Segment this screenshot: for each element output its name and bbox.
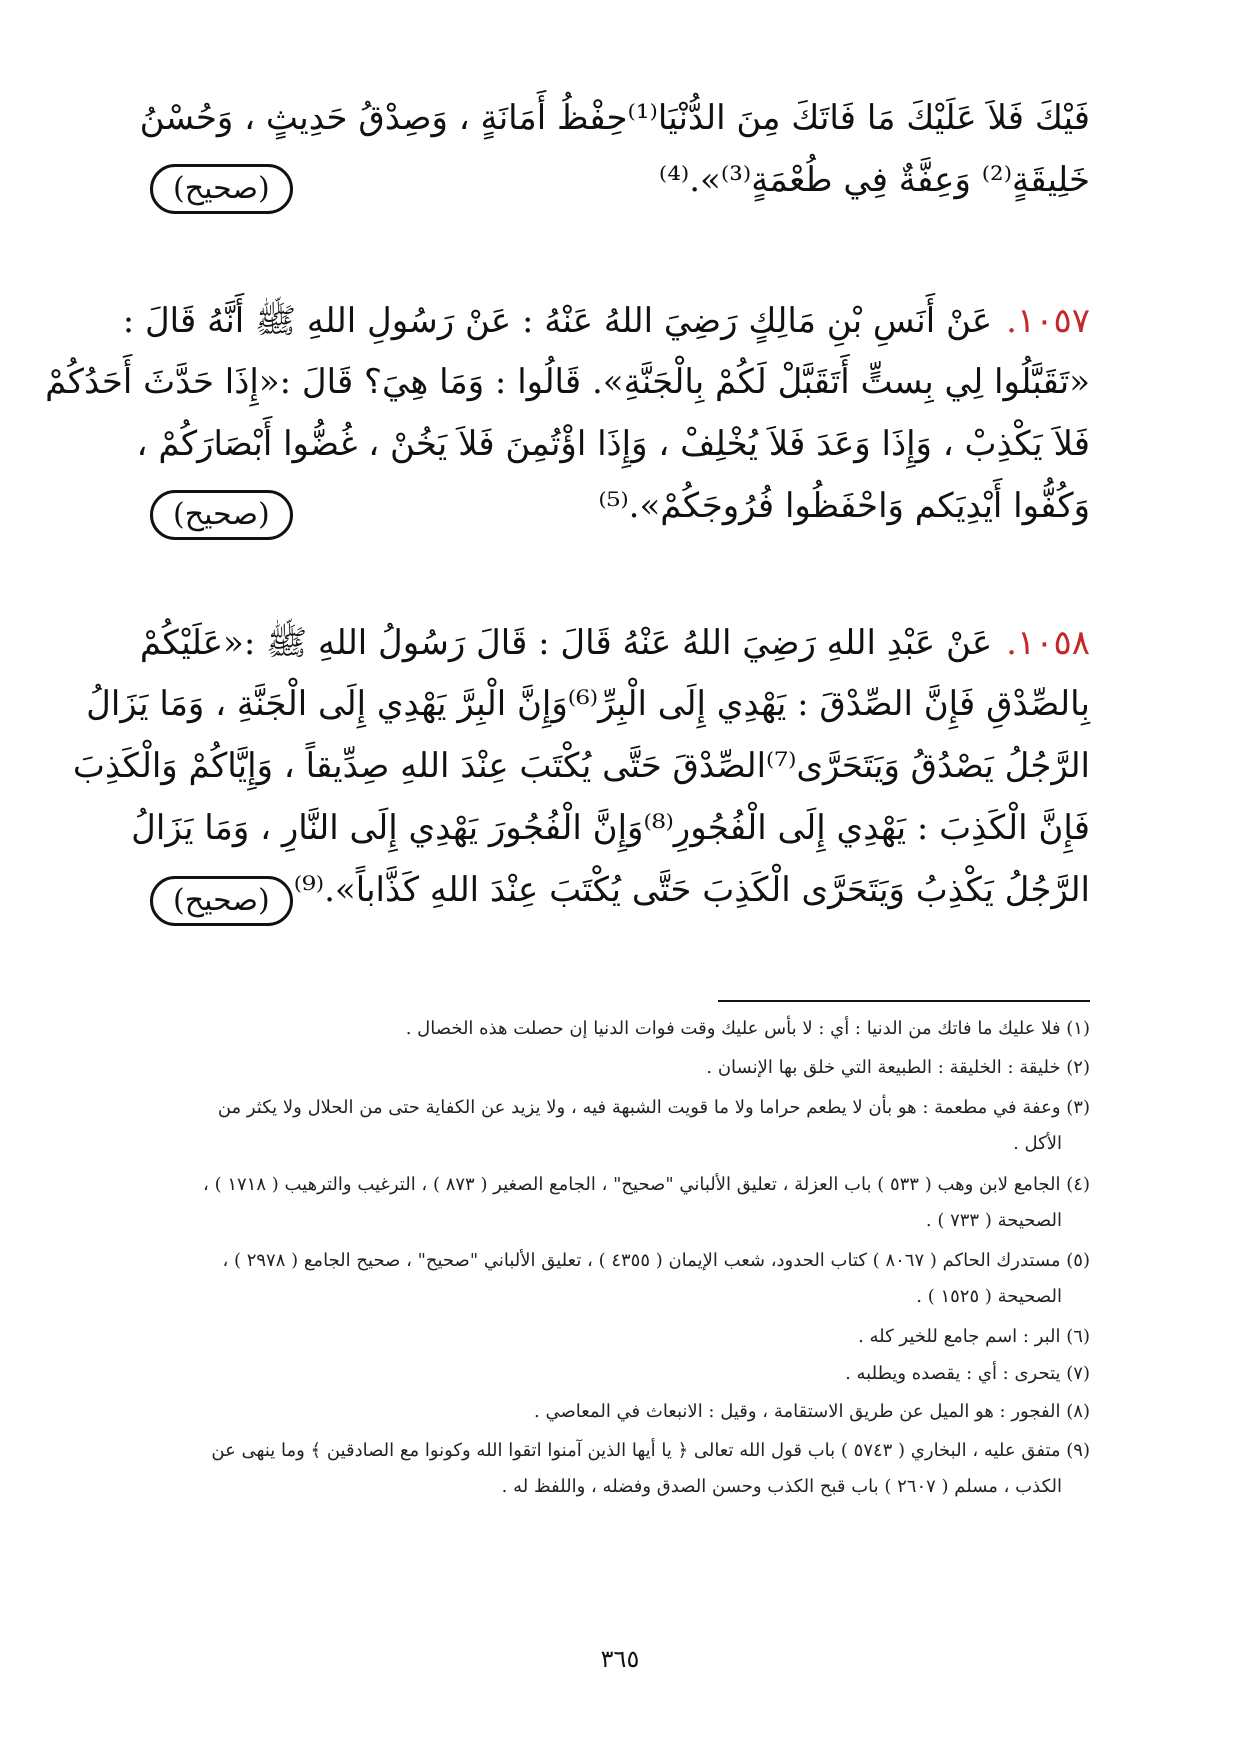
hadith-1058-line-1: [139, 622, 1090, 676]
footnote-3-line-2: الأكل .: [1013, 1133, 1062, 1154]
hadith-1057-text-1: عَنْ أَنَسِ بْنِ مَالِكٍ رَضِيَ اللهُ عَنْهُ : عَنْ رَسُولِ اللهِ ﷺ أَنَّهُ قَالَ :: [122, 301, 993, 341]
footnote-4-line-1: (٤) الجامع لابن وهب ( ٥٣٣ ) باب العزلة ، تعليق الألباني "صحيح" ، الجامع الصغير ( ٨٧٣ ) ، الترغيب والترهيب ( ١٧١٨ ) ،: [203, 1174, 1090, 1195]
hadith-1058-text-1: عَنْ عَبْدِ اللهِ رَضِيَ اللهُ عَنْهُ قَالَ : قَالَ رَسُولُ اللهِ ﷺ :«عَلَيْكُمْ: [139, 623, 993, 663]
footnote-7: (٧) يتحرى : أي : يقصده ويطلبه .: [845, 1363, 1090, 1384]
footnote-9-line-2: الكذب ، مسلم ( ٢٦٠٧ ) باب قبح الكذب وحسن الصدق وفضله ، واللفظ له .: [501, 1476, 1062, 1497]
footnote-5-line-1: (٥) مستدرك الحاكم ( ٨٠٦٧ ) كتاب الحدود، شعب الإيمان ( ٤٣٥٥ ) ، تعليق الألباني "صحيح" ، صحيح الجامع ( ٢٩٧٨ ) ،: [222, 1250, 1090, 1271]
hadith-1057-line-1: [122, 300, 1090, 354]
grade-badge-prev: (صحيح): [150, 164, 293, 214]
footnote-9-line-1: (٩) متفق عليه ، البخاري ( ٥٧٤٣ ) باب قول الله تعالى ﴿ يا أيها الذين آمنوا اتقوا الله وكونوا مع الصادقين ﴾ وما ينهى عن: [211, 1440, 1090, 1461]
footnote-6: (٦) البر : اسم جامع للخير كله .: [858, 1326, 1090, 1347]
grade-badge-1057: (صحيح): [150, 490, 293, 540]
hadith-number-1057: ١٠٥٧.: [1006, 301, 1090, 341]
page-number: ٣٦٥: [600, 1645, 640, 1673]
hadith-1057-line-4: وَكُفُّوا أَيْدِيَكم وَاحْفَظُوا فُرُوجَكُمْ».⁽⁵⁾: [598, 486, 1090, 526]
footnote-4-line-2: الصحيحة ( ٧٣٣ ) .: [925, 1210, 1062, 1231]
hadith-prev-line-2: خَلِيقَةٍ⁽²⁾ وَعِفَّةٌ فِي طُعْمَةٍ⁽³⁾».⁽⁴⁾: [658, 160, 1090, 200]
hadith-prev-line-1: فَيْكَ فَلاَ عَلَيْكَ مَا فَاتَكَ مِنَ الدُّنْيَا⁽¹⁾حِفْظُ أَمَانَةٍ ، وَصِدْقُ حَدِيثٍ ، وَحُسْنُ: [139, 98, 1090, 138]
hadith-1058-line-2: بِالصِّدْقِ فَإِنَّ الصِّدْقَ : يَهْدِي إِلَى الْبِرِّ⁽⁶⁾وَإِنَّ الْبِرَّ يَهْدِي إِلَى الْجَنَّةِ ، وَمَا يَزَالُ: [86, 684, 1090, 724]
hadith-1058-line-4: فَإِنَّ الْكَذِبَ : يَهْدِي إِلَى الْفُجُورِ⁽⁸⁾وَإِنَّ الْفُجُورَ يَهْدِي إِلَى النَّارِ ، وَمَا يَزَالُ: [131, 808, 1090, 848]
footnote-separator: [718, 1000, 1090, 1002]
hadith-1057-line-3: فَلاَ يَكْذِبْ ، وَإِذَا وَعَدَ فَلاَ يُخْلِفْ ، وَإِذَا اؤْتُمِنَ فَلاَ يَخُنْ ، غُضُّوا أَبْصَارَكُمْ ،: [136, 424, 1090, 464]
footnote-5-line-2: الصحيحة ( ١٥٢٥ ) .: [916, 1286, 1062, 1307]
footnote-3-line-1: (٣) وعفة في مطعمة : هو بأن لا يطعم حراما ولا ما قويت الشبهة فيه ، ولا يزيد عن الكفاية حتى من الحلال ولا يكثر من: [217, 1097, 1090, 1118]
hadith-1057-line-2: «تَقَبَّلُوا لِي بِستٍّ أَتَقَبَّلْ لَكُمْ بِالْجَنَّةِ». قَالُوا : وَمَا هِيَ؟ قَالَ :«إِذَا حَدَّثَ أَحَدُكُمْ: [45, 362, 1090, 402]
footnote-8: (٨) الفجور : هو الميل عن طريق الاستقامة ، وقيل : الانبعاث في المعاصي .: [534, 1401, 1090, 1422]
hadith-1058-line-3: الرَّجُلُ يَصْدُقُ وَيَتَحَرَّى⁽⁷⁾الصِّدْقَ حَتَّى يُكْتَبَ عِنْدَ اللهِ صِدِّيقاً ، وَإِيَّاكُمْ وَالْكَذِبَ: [72, 746, 1090, 786]
grade-badge-1058: (صحيح): [150, 876, 293, 926]
hadith-number-1058: ١٠٥٨.: [1006, 623, 1090, 663]
footnote-2: (٢) خليقة : الخليقة : الطبيعة التي خلق بها الإنسان .: [706, 1057, 1090, 1078]
footnote-1: (١) فلا عليك ما فاتك من الدنيا : أي : لا بأس عليك وقت فوات الدنيا إن حصلت هذه الخصال .: [405, 1018, 1090, 1039]
hadith-1058-line-5: الرَّجُلُ يَكْذِبُ وَيَتَحَرَّى الْكَذِبَ حَتَّى يُكْتَبَ عِنْدَ اللهِ كَذَّاباً».⁽⁹⁾: [293, 870, 1090, 910]
